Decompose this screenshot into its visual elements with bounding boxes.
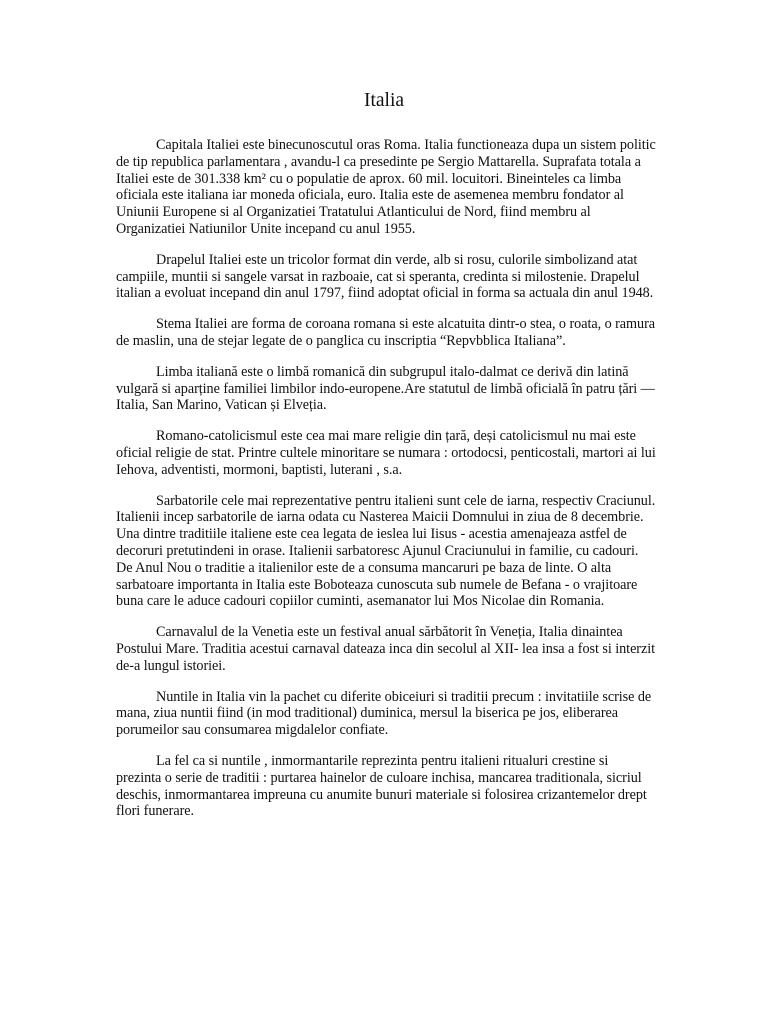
paragraph-coat-of-arms: Stema Italiei are forma de coroana romana si este alcatuita dintr-o stea, o roata, o ramura de maslin, una de stejar legate de o panglica cu inscriptia “Repvbblica Italiana”. [116, 316, 655, 349]
paragraph-capital: Capitala Italiei este binecunoscutul oras Roma. Italia functioneaza dupa un sistem politic de tip republica parlamentara , avandu-l ca presedinte pe Sergio Mattarella. Suprafata totala a Italiei este de 301.338 km² cu o populatie de aprox. 60 mil. locuitori. Bineinteles ca limba oficiala este italiana iar moneda oficiala, euro. Italia este de asemenea membru fondator al Uniunii Europene si al Organizatiei Tratatului Atlanticului de Nord, fiind membru al Organizatiei Natiunilor Unite incepand cu anul 1955. [116, 137, 656, 237]
paragraph-flag: Drapelul Italiei este un tricolor format din verde, alb si rosu, culorile simbolizand atat campiile, muntii si sangele varsat in razboaie, cat si speranta, credinta si milostenie. Drapelul italian a evoluat incepand din anul 1797, fiind adoptat oficial in forma sa actuala din anul 1948. [116, 251, 654, 302]
paragraph-language: Limba italiană este o limbă romanică din subgrupul italo-dalmat ce derivă din latină vulgară si aparține familiei limbilor indo-europene.Are statutul de limbă oficială în patru țări — Italia, San Marino, Vatican și Elveția. [116, 363, 655, 414]
paragraph-funerals: La fel ca si nuntile , inmormantarile reprezinta pentru italieni ritualuri crestine si prezinta o serie de traditii : purtarea hainelor de culoare inchisa, mancarea traditionala, sicriul deschis, inmormantarea impreuna cu anumite bunuri materiale si folosirea crizantemelor drept flori funerare. [116, 752, 647, 820]
paragraph-religion: Romano-catolicismul este cea mai mare religie din țară, deși catolicismul nu mai este oficial religie de stat. Printre cultele minoritare se numara : ortodocsi, penticostali, martori ai lui Iehova, adventisti, mormoni, baptisti, luterani , s.a. [116, 428, 656, 478]
paragraph-carnival: Carnavalul de la Venetia este un festival anual sărbătorit în Veneția, Italia dinaintea Postului Mare. Traditia acestui carnaval dateaza inca din secolul al XII- lea insa a fost si interzit de-a lungul istoriei. [116, 624, 656, 674]
paragraph-weddings: Nuntile in Italia vin la pachet cu diferite obiceiuri si traditii precum : invitatiile scrise de mana, ziua nuntii fiind (in mod traditional) duminica, mersul la biserica pe jos, eliberarea porumeilor sau consumarea migdalelor confiate. [116, 688, 652, 739]
paragraph-holidays: Sarbatorile cele mai reprezentative pentru italieni sunt cele de iarna, respectiv Craciunul. Italienii incep sarbatorile de iarna odata cu Nasterea Maicii Domnului in ziua de 8 decembrie. Una dintre traditiile italiene este cea legata de ieslea lui Iisus - acestia amenajeaza astfel de decoruri pretutindeni in orase. Italienii sarbatoresc Ajunul Craciunului in familie, cu cadouri. De Anul Nou o traditie a italienilor este de a consuma mancaruri pe baza de linte. O alta sarbatoare importanta in Italia este Boboteaza cunoscuta sub numele de Befana - o vrajitoare buna care le aduce cadouri copiilor cuminti, asemanator lui Mos Nicolae din Romania. [116, 492, 656, 610]
document-body [116, 137, 656, 834]
document-title: Italia [363, 90, 405, 111]
